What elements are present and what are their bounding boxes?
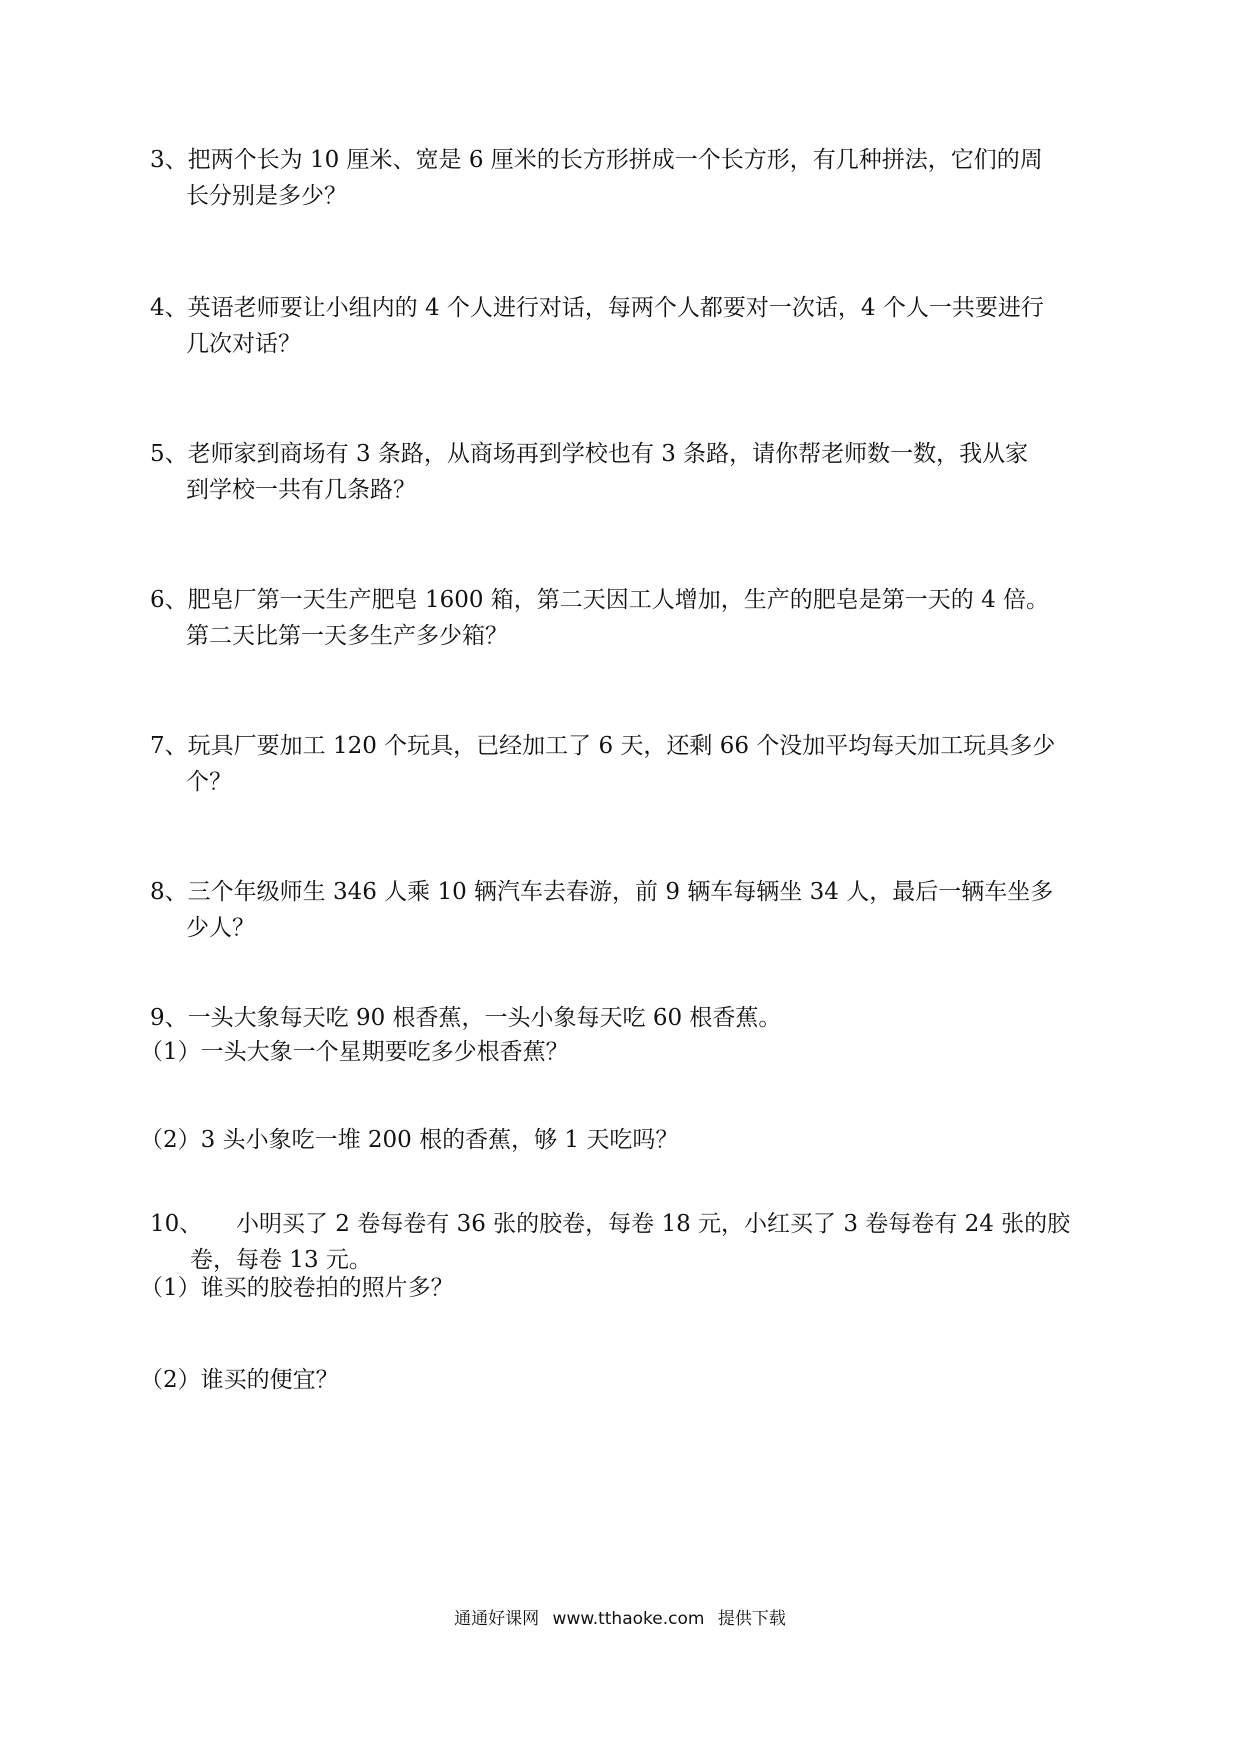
question-number: 5、 [150,441,188,467]
question-5 [150,436,1090,508]
question-10-part-2: （2）谁买的便宜？ [140,1367,339,1393]
question-6 [150,582,1090,654]
question-9 [150,1000,1090,1036]
question-text: 一头大象每天吃 90 根香蕉，一头小象每天吃 60 根香蕉。 [187,1005,782,1031]
footer-suffix: 提供下载 [717,1609,786,1629]
question-number: 9、 [150,1005,188,1031]
question-9-part-1: （1）一头大象一个星期要吃多少根香蕉？ [140,1039,569,1065]
question-number: 7、 [150,733,188,759]
question-text: 三个年级师生 346 人乘 10 辆汽车去春游，前 9 辆车每辆坐 34 人，最后一辆车坐多 [187,879,1054,905]
question-number: 6、 [150,587,188,613]
question-3 [150,142,1090,214]
page-footer [0,1604,1240,1629]
question-number: 10、 [150,1211,203,1237]
question-number: 8、 [150,879,188,905]
question-number: 4、 [150,295,188,321]
question-text: 玩具厂要加工 120 个玩具，已经加工了 6 天，还剩 66 个没加平均每天加工玩具多少 [187,733,1056,759]
question-9-part-2: （2）3 头小象吃一堆 200 根的香蕉，够 1 天吃吗？ [140,1127,679,1153]
question-text-continued: 个？ [186,769,232,795]
question-text: 把两个长为 10 厘米、宽是 6 厘米的长方形拼成一个长方形，有几种拼法，它们的周 [187,147,1043,173]
question-10 [150,1206,1090,1278]
question-text-continued: 少人？ [186,915,255,941]
question-8 [150,874,1090,946]
question-text: 小明买了 2 卷每卷有 36 张的胶卷，每卷 18 元，小红买了 3 卷每卷有 24 张的胶 [236,1211,1071,1237]
question-text: 老师家到商场有 3 条路，从商场再到学校也有 3 条路，请你帮老师数一数，我从家 [187,441,1029,467]
question-text-continued: 长分别是多少？ [186,183,347,209]
question-number: 3、 [150,147,188,173]
question-10-part-1: （1）谁买的胶卷拍的照片多？ [140,1275,454,1301]
question-4 [150,290,1090,362]
question-text-continued: 卷，每卷 13 元。 [190,1247,372,1273]
question-text-continued: 几次对话？ [186,331,301,357]
footer-site-name: 通通好课网 [454,1609,540,1629]
question-7 [150,728,1090,800]
question-text: 肥皂厂第一天生产肥皂 1600 箱，第二天因工人增加，生产的肥皂是第一天的 4 倍。 [187,587,1050,613]
footer-url: www.tthaoke.com [552,1609,705,1629]
question-text-continued: 第二天比第一天多生产多少箱？ [186,623,508,649]
question-text: 英语老师要让小组内的 4 个人进行对话，每两个人都要对一次话，4 个人一共要进行 [187,295,1044,321]
question-text-continued: 到学校一共有几条路？ [186,477,416,503]
